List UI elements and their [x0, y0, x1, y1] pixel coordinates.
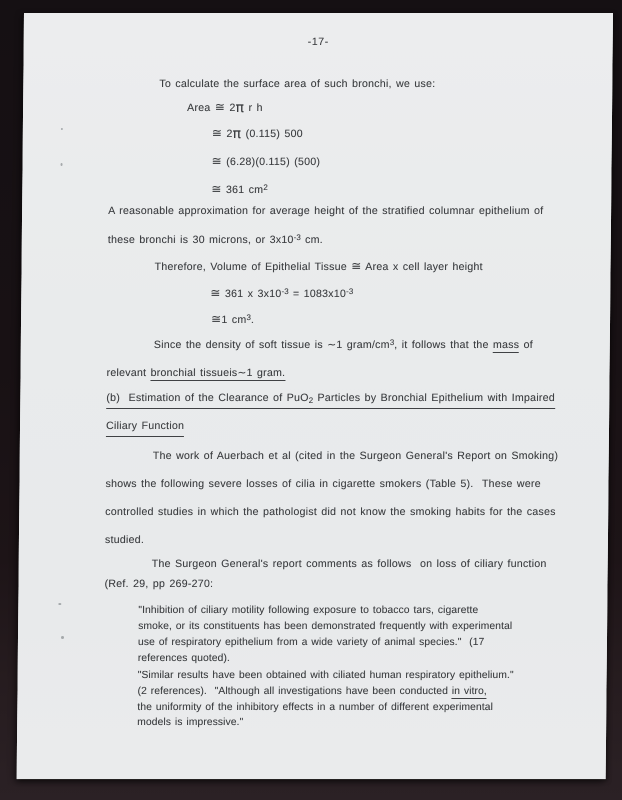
text-segment: 2 — [308, 396, 314, 406]
text-segment: 2 — [225, 102, 236, 114]
text-line — [105, 478, 540, 491]
text-segment: -3 — [293, 232, 301, 242]
text-segment: ≅ — [214, 100, 226, 114]
text-segment: ≅ — [210, 286, 221, 300]
text-line — [187, 99, 263, 116]
text-line — [108, 205, 543, 218]
text-segment: The Surgeon General's report comments as follows on loss of ciliary function — [151, 558, 547, 570]
text-segment: use of respiratory epithelium from a wide variety of animal species." (17 — [137, 637, 485, 648]
scan-speckle — [61, 636, 64, 639]
text-segment: "Similar results have been obtained with ciliated human respiratory epithelium." — [137, 670, 514, 681]
text-segment: 1 cm — [221, 314, 247, 326]
text-segment: (0.115) 500 — [241, 128, 303, 140]
text-line — [154, 339, 533, 352]
text-segment: (2 references). "Although all investigations have been conducted — [137, 686, 452, 697]
text-segment: Since the density of soft tissue is — [153, 339, 328, 351]
text-line — [212, 156, 321, 169]
text-line — [211, 125, 303, 142]
text-segment: the uniformity of the inhibitory effects in a number of different experimental — [137, 702, 493, 713]
text-segment: ≅ — [211, 154, 222, 168]
text-segment: -3 — [346, 286, 354, 296]
text-segment: bronchial tissueis∼1 gram. — [150, 367, 285, 381]
text-segment: The work of Auerbach et al (cited in the Surgeon General's Report on Smoking) — [152, 450, 559, 462]
scan-speckle — [61, 128, 63, 130]
text-segment: of — [519, 339, 533, 351]
text-line — [138, 636, 484, 649]
text-segment: "Inhibition of ciliary motility following exposure to tobacco tars, cigarette — [138, 605, 479, 616]
text-segment: To calculate the surface area of such bronchi, we use: — [159, 78, 436, 90]
text-segment: 2 — [263, 182, 268, 192]
text-segment: cm. — [300, 234, 323, 246]
text-segment: ≅ — [351, 259, 362, 273]
text-segment: smoke, or its constituents has been demonstrated frequently with experimental — [138, 621, 513, 632]
text-segment: , it follows that the — [394, 339, 493, 351]
text-segment: Ciliary Function — [105, 420, 185, 432]
text-segment: ≅ — [211, 182, 222, 196]
text-segment: = 1083x10 — [288, 288, 347, 300]
text-segment: 361 x 3x10 — [220, 288, 282, 300]
text-segment: studied. — [104, 534, 145, 546]
text-line — [138, 669, 514, 682]
text-line — [138, 604, 478, 617]
text-segment: -3 — [281, 286, 289, 296]
text-segment: 1 gram/cm — [336, 339, 390, 351]
text-segment: controlled studies in which the pathologist did not know the smoking habits for the cases — [105, 506, 556, 518]
text-segment: (b) Estimation of the Clearance of PuO — [106, 392, 309, 404]
text-segment: ∼ — [327, 339, 337, 351]
text-segment: shows the following severe losses of cilia in cigarette smokers (Table 5). These were — [105, 478, 541, 490]
text-line — [106, 392, 555, 409]
text-line — [137, 716, 243, 729]
text-segment: 361 cm — [221, 184, 264, 196]
text-line — [211, 314, 254, 327]
text-segment: 3 — [246, 312, 251, 322]
text-segment: mass — [493, 339, 519, 353]
text-line — [210, 288, 353, 301]
text-line — [138, 652, 230, 665]
text-segment: these bronchi is 30 microns, or 3x10 — [107, 234, 294, 246]
text-line — [211, 184, 268, 197]
text-segment: A reasonable approximation for average height of the stratified columnar epithelium of — [108, 205, 544, 217]
text-line — [159, 78, 435, 91]
text-line — [105, 506, 556, 519]
photo-edge-strip — [618, 0, 622, 800]
text-line — [137, 701, 493, 714]
text-line — [137, 685, 486, 698]
text-segment: (Ref. 29, pp 269-270: — [104, 578, 214, 590]
text-line — [138, 620, 512, 633]
text-segment: Area x cell layer height — [361, 261, 483, 273]
text-line — [154, 261, 482, 274]
page-number: -17- — [307, 36, 329, 48]
scan-speckle — [58, 603, 61, 605]
text-segment: r h — [244, 102, 263, 114]
text-segment: Particles by Bronchial Epithelium with Impaired — [313, 392, 555, 404]
text-line — [152, 558, 547, 571]
text-segment: ≅ — [210, 312, 222, 326]
text-line — [153, 450, 559, 463]
text-line — [106, 367, 285, 380]
text-segment: Therefore, Volume of Epithelial Tissue — [154, 261, 352, 273]
text-segment: π — [235, 99, 245, 116]
text-segment: ≅ — [211, 126, 223, 140]
text-line — [106, 420, 184, 437]
text-segment: 3 — [389, 337, 395, 347]
text-line — [105, 534, 144, 547]
text-line — [104, 578, 213, 591]
text-segment: in vitro, — [452, 686, 487, 699]
scanned-page — [17, 13, 613, 779]
text-segment: π — [232, 125, 242, 142]
text-segment: models is impressive." — [137, 717, 244, 728]
text-segment: references quoted). — [137, 653, 230, 664]
text-segment: 2 — [222, 128, 233, 140]
text-line — [108, 234, 323, 247]
scan-speckle — [61, 163, 63, 166]
text-segment: Area — [187, 102, 215, 114]
text-segment: . — [250, 314, 255, 326]
text-segment: relevant — [106, 367, 151, 379]
text-segment: (6.28)(0.115) (500) — [221, 156, 321, 168]
